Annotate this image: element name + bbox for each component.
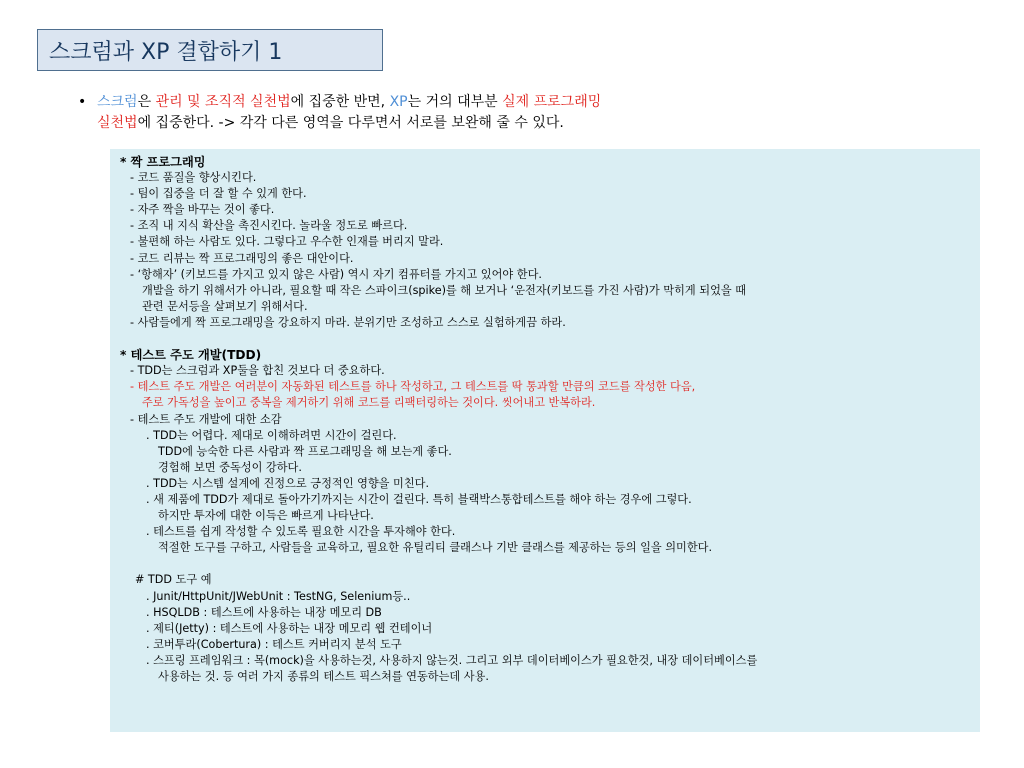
intro-line-2 [97, 113, 978, 134]
tdd-tools-list [120, 589, 980, 686]
intro-bullet [78, 92, 978, 134]
list-item: - 불편해 하는 사람도 있다. 그렇다고 우수한 인재를 버리지 말라. [130, 235, 444, 249]
list-item: - 사람들에게 짝 프로그래밍을 강요하지 마라. 분위기만 조성하고 스스로 실험하게끔 하라. [130, 315, 566, 329]
list-item: - 팀이 집중을 더 잘 할 수 있게 한다. [130, 187, 307, 201]
spacer [120, 331, 980, 347]
list-item-continuation: 개발을 하기 위해서가 아니라, 필요할 때 작은 스파이크(spike)를 해 보거나 ‘운전자(키보드를 가진 사람)가 막히게 되었을 때 [142, 283, 747, 297]
tool-item: . 스프링 프레임워크 : 목(mock)을 사용하는것, 사용하지 않는것. 그리고 외부 데이터베이스가 필요한것, 내장 데이터베이스를 [146, 653, 758, 667]
intro-seg: XP [389, 94, 408, 110]
list-item-highlight-continuation: 주로 가독성을 높이고 중복을 제거하기 위해 코드를 리팩터링하는 것이다. 씻어내고 반복하라. [142, 396, 596, 410]
list-item: - 테스트 주도 개발에 대한 소감 [130, 412, 282, 426]
tool-item: . Junit/HttpUnit/JWebUnit : TestNG, Selenium등.. [146, 589, 411, 603]
list-item-highlight: - 테스트 주도 개발은 여러분이 자동화된 테스트를 하나 작성하고, 그 테스트를 딱 통과할 만큼의 코드를 작성한 다음, [130, 380, 696, 394]
tool-item-continuation: 사용하는 것. 등 여러 가지 종류의 테스트 픽스쳐를 연동하는데 사용. [158, 670, 489, 683]
spacer [120, 556, 980, 572]
intro-seg: 에 집중한다. -> 각각 다른 영역을 다루면서 서로를 보완해 줄 수 있다. [137, 115, 564, 131]
intro-seg: 관리 및 조직적 실천법 [155, 94, 291, 110]
intro-seg: 에 집중한 반면, [290, 94, 390, 110]
tool-item: . 코버투라(Cobertura) : 테스트 커버리지 분석 도구 [146, 637, 402, 651]
tdd-heading: * 테스트 주도 개발(TDD) [120, 348, 262, 363]
intro-seg: 실제 프로그래밍 [502, 94, 602, 110]
list-item-continuation: 관련 문서등을 살펴보기 위해서다. [142, 299, 308, 313]
tool-item: . 제티(Jetty) : 테스트에 사용하는 내장 메모리 웹 컨테이너 [146, 621, 433, 635]
sub-item-continuation: TDD에 능숙한 다른 사람과 짝 프로그래밍을 해 보는게 좋다. [158, 444, 452, 458]
tdd-list [120, 363, 980, 556]
intro-seg: 실천법 [97, 115, 138, 131]
tdd-tools-heading: # TDD 도구 예 [135, 573, 212, 587]
list-item: - ‘항해자’ (키보드를 가지고 있지 않은 사람) 역시 자기 컴퓨터를 가지고 있어야 한다. [130, 267, 542, 281]
list-item: - 조직 내 지식 확산을 촉진시킨다. 놀라울 정도로 빠르다. [130, 219, 408, 233]
slide-title: 스크럼과 XP 결합하기 1 [49, 39, 283, 65]
sub-item-continuation: 적절한 도구를 구하고, 사람들을 교육하고, 필요한 유틸리티 클래스나 기반 클래스를 제공하는 등의 일을 의미한다. [158, 541, 713, 555]
pair-programming-list [120, 170, 980, 331]
tool-item: . HSQLDB : 테스트에 사용하는 내장 메모리 DB [146, 605, 382, 619]
list-item: - TDD는 스크럼과 XP둘을 합친 것보다 더 중요하다. [130, 364, 385, 378]
content-box [110, 149, 980, 732]
intro-seg: 은 [137, 94, 156, 110]
list-item: - 코드 품질을 향상시킨다. [130, 171, 257, 185]
intro-line-1 [97, 92, 978, 113]
sub-item: . 새 제품에 TDD가 제대로 돌아가기까지는 시간이 걸린다. 특히 블랙박스통합테스트를 해야 하는 경우에 그렇다. [146, 492, 692, 506]
pair-programming-heading: * 짝 프로그래밍 [120, 155, 206, 169]
intro-seg: 는 거의 대부분 [407, 94, 503, 110]
list-item: - 코드 리뷰는 짝 프로그래밍의 좋은 대안이다. [130, 251, 354, 265]
sub-item: . 테스트를 쉽게 작성할 수 있도록 필요한 시간을 투자해야 한다. [146, 525, 456, 539]
sub-item: . TDD는 시스템 설계에 진정으로 긍정적인 영향을 미친다. [146, 476, 430, 490]
intro-seg: 스크럼 [97, 94, 138, 110]
slide-title-box [37, 29, 383, 71]
list-item: - 자주 짝을 바꾸는 것이 좋다. [130, 203, 275, 217]
intro-text [97, 92, 978, 134]
sub-item-continuation: 하지만 투자에 대한 이득은 빠르게 나타난다. [158, 509, 374, 523]
bullet-dot-icon: • [78, 94, 87, 110]
sub-item-continuation: 경험해 보면 중독성이 강하다. [158, 460, 302, 474]
sub-item: . TDD는 어렵다. 제대로 이해하려면 시간이 걸린다. [146, 428, 397, 442]
